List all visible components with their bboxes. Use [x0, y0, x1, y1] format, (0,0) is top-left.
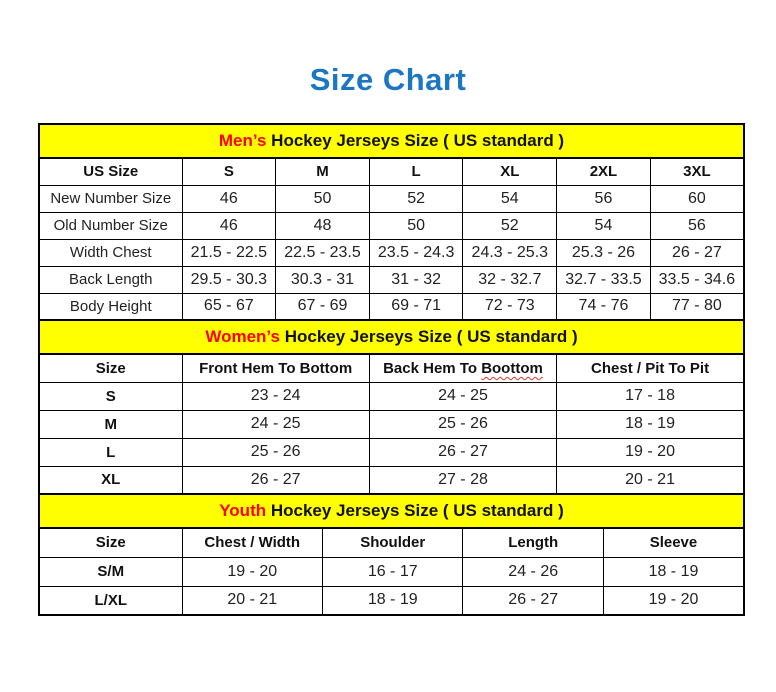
value-cell: 17 - 18 — [557, 382, 744, 410]
youth-col-length: Length — [463, 528, 603, 557]
value-cell: 18 - 19 — [322, 586, 462, 615]
womens-col-front-hem: Front Hem To Bottom — [182, 354, 369, 382]
back-hem-prefix: Back Hem To — [383, 359, 478, 377]
row-label: L — [39, 438, 182, 466]
value-cell: 24.3 - 25.3 — [463, 239, 557, 266]
table-row-back-length — [39, 266, 744, 293]
row-label: XL — [39, 466, 182, 494]
value-cell: 60 — [650, 185, 744, 212]
row-label: Old Number Size — [39, 212, 182, 239]
value-cell: 25.3 - 26 — [557, 239, 651, 266]
table-row-old-number-size — [39, 212, 744, 239]
youth-header-row — [39, 528, 744, 557]
womens-section-title — [39, 320, 744, 354]
row-label: S — [39, 382, 182, 410]
youth-highlight: Youth — [219, 501, 267, 520]
value-cell: 56 — [650, 212, 744, 239]
womens-section-header — [39, 320, 744, 354]
youth-col-size: Size — [39, 528, 182, 557]
value-cell: 19 - 20 — [603, 586, 744, 615]
youth-title-rest: Hockey Jerseys Size ( US standard ) — [270, 501, 564, 520]
value-cell: 54 — [463, 185, 557, 212]
value-cell: 21.5 - 22.5 — [182, 239, 276, 266]
mens-section-header — [39, 124, 744, 158]
womens-highlight: Women’s — [205, 327, 280, 346]
value-cell: 18 - 19 — [557, 410, 744, 438]
value-cell: 48 — [276, 212, 370, 239]
value-cell: 74 - 76 — [557, 293, 651, 320]
value-cell: 72 - 73 — [463, 293, 557, 320]
mens-col-2xl: 2XL — [557, 158, 651, 185]
back-hem-typo: Boottom — [481, 359, 543, 377]
mens-title-rest: Hockey Jerseys Size ( US standard ) — [271, 131, 565, 150]
value-cell: 26 - 27 — [182, 466, 369, 494]
mens-section-title — [39, 124, 744, 158]
row-label: L/XL — [39, 586, 182, 615]
value-cell: 24 - 25 — [182, 410, 369, 438]
table-row-women-xl — [39, 466, 744, 494]
value-cell: 30.3 - 31 — [276, 266, 370, 293]
value-cell: 56 — [557, 185, 651, 212]
womens-col-chest: Chest / Pit To Pit — [557, 354, 744, 382]
womens-col-size: Size — [39, 354, 182, 382]
womens-title-rest: Hockey Jerseys Size ( US standard ) — [284, 327, 578, 346]
row-label: S/M — [39, 557, 182, 586]
value-cell: 23.5 - 24.3 — [369, 239, 463, 266]
row-label: Back Length — [39, 266, 182, 293]
value-cell: 33.5 - 34.6 — [650, 266, 744, 293]
mens-col-m: M — [276, 158, 370, 185]
value-cell: 67 - 69 — [276, 293, 370, 320]
value-cell: 50 — [276, 185, 370, 212]
mens-header-row — [39, 158, 744, 185]
value-cell: 20 - 21 — [557, 466, 744, 494]
table-row-women-l — [39, 438, 744, 466]
value-cell: 26 - 27 — [369, 438, 556, 466]
value-cell: 20 - 21 — [182, 586, 322, 615]
row-label: New Number Size — [39, 185, 182, 212]
value-cell: 24 - 26 — [463, 557, 603, 586]
value-cell: 46 — [182, 185, 276, 212]
mens-col-us-size: US Size — [39, 158, 182, 185]
youth-col-sleeve: Sleeve — [603, 528, 744, 557]
value-cell: 46 — [182, 212, 276, 239]
value-cell: 26 - 27 — [463, 586, 603, 615]
value-cell: 29.5 - 30.3 — [182, 266, 276, 293]
value-cell: 19 - 20 — [182, 557, 322, 586]
value-cell: 26 - 27 — [650, 239, 744, 266]
womens-header-row — [39, 354, 744, 382]
table-row-youth-lxl — [39, 586, 744, 615]
youth-col-shoulder: Shoulder — [322, 528, 462, 557]
value-cell: 22.5 - 23.5 — [276, 239, 370, 266]
value-cell: 65 - 67 — [182, 293, 276, 320]
page-title: Size Chart — [309, 62, 467, 97]
value-cell: 52 — [369, 185, 463, 212]
mens-col-l: L — [369, 158, 463, 185]
youth-col-chest-width: Chest / Width — [182, 528, 322, 557]
row-label: M — [39, 410, 182, 438]
value-cell: 25 - 26 — [369, 410, 556, 438]
table-row-women-s — [39, 382, 744, 410]
mens-col-3xl: 3XL — [650, 158, 744, 185]
table-row-width-chest — [39, 239, 744, 266]
value-cell: 19 - 20 — [557, 438, 744, 466]
table-row-youth-sm — [39, 557, 744, 586]
value-cell: 32.7 - 33.5 — [557, 266, 651, 293]
table-row-body-height — [39, 293, 744, 320]
value-cell: 16 - 17 — [322, 557, 462, 586]
size-chart-table — [38, 123, 745, 616]
value-cell: 24 - 25 — [369, 382, 556, 410]
value-cell: 18 - 19 — [603, 557, 744, 586]
value-cell: 52 — [463, 212, 557, 239]
youth-section-header — [39, 494, 744, 528]
value-cell: 77 - 80 — [650, 293, 744, 320]
size-chart-frame — [38, 123, 745, 616]
value-cell: 23 - 24 — [182, 382, 369, 410]
value-cell: 32 - 32.7 — [463, 266, 557, 293]
mens-col-xl: XL — [463, 158, 557, 185]
mens-col-s: S — [182, 158, 276, 185]
youth-section-title — [39, 494, 744, 528]
value-cell: 25 - 26 — [182, 438, 369, 466]
row-label: Width Chest — [39, 239, 182, 266]
value-cell: 27 - 28 — [369, 466, 556, 494]
table-row-women-m — [39, 410, 744, 438]
womens-col-back-hem — [369, 354, 556, 382]
row-label: Body Height — [39, 293, 182, 320]
table-row-new-number-size — [39, 185, 744, 212]
value-cell: 31 - 32 — [369, 266, 463, 293]
value-cell: 69 - 71 — [369, 293, 463, 320]
mens-highlight: Men’s — [218, 131, 267, 150]
value-cell: 54 — [557, 212, 651, 239]
value-cell: 50 — [369, 212, 463, 239]
